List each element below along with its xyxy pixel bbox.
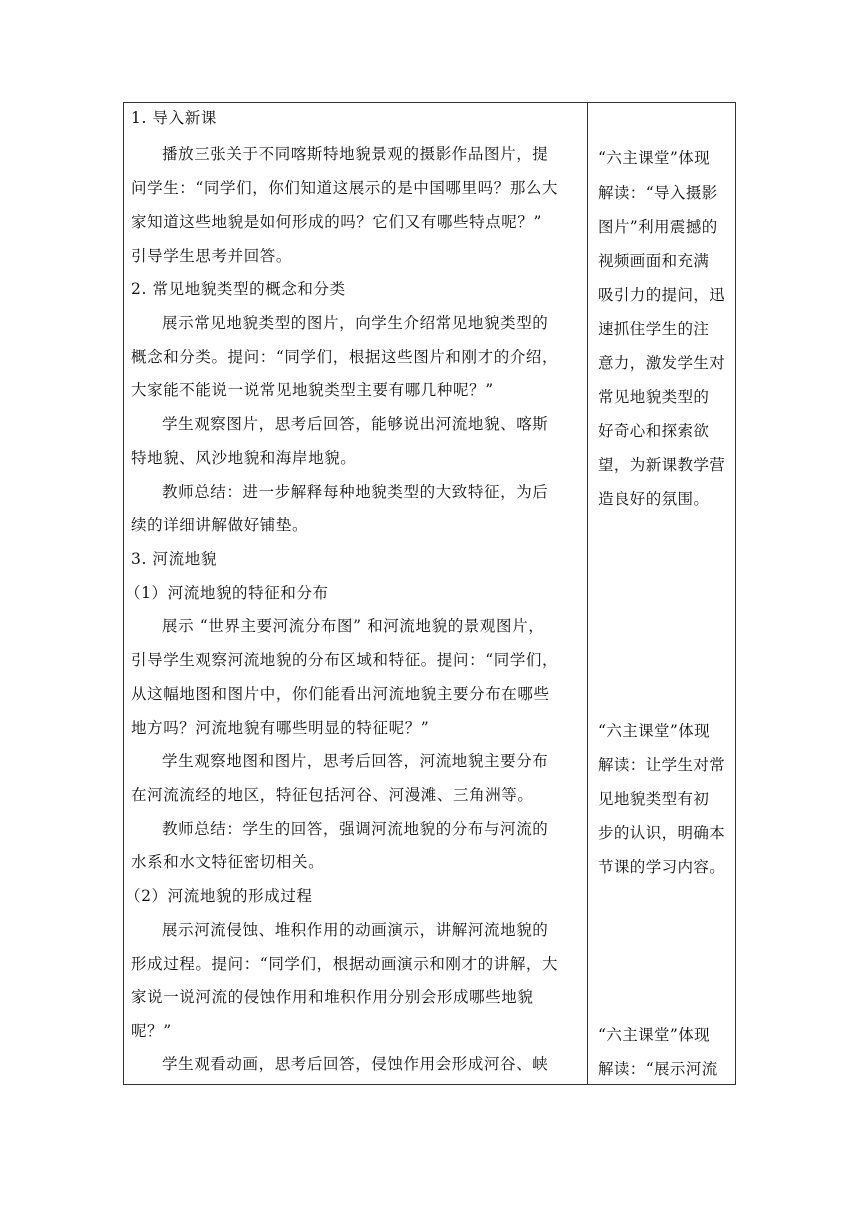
process-text-line: 大家能不能说一说常见地貌类型主要有哪几种呢？”: [131, 381, 494, 399]
process-text-line: 问学生：“同学们，你们知道这展示的是中国哪里吗？那么大: [131, 179, 559, 197]
process-text-line: 家知道这些地貌是如何形成的吗？它们又有哪些特点呢？”: [131, 213, 543, 231]
design-note-line: 造良好的氛围。: [598, 490, 710, 508]
process-text-line: 1. 导入新课: [131, 109, 217, 127]
process-text-line: 呢？”: [131, 1022, 172, 1040]
process-text-line: 在河流流经的地区，特征包括河谷、河漫滩、三角洲等。: [131, 786, 534, 804]
design-note-line: “六主课堂”体现: [598, 1026, 711, 1044]
process-text-line: 展示常见地貌类型的图片，向学生介绍常见地貌类型的: [162, 314, 549, 332]
process-text-line: 形成过程。提问：“同学们，根据动画演示和刚才的讲解，大: [131, 955, 559, 973]
process-text-line: 引导学生思考并回答。: [131, 247, 293, 265]
design-note-line: 解读：“展示河流: [598, 1060, 718, 1078]
process-text-line: 地方吗？河流地貌有哪些明显的特征呢？”: [131, 719, 430, 737]
process-text-line: 学生观察地图和图片，思考后回答，河流地貌主要分布: [162, 752, 549, 770]
design-note-line: “六主课堂”体现: [598, 149, 711, 167]
design-note-line: 解读：让学生对常: [598, 756, 726, 774]
design-note-line: 见地貌类型有初: [598, 790, 710, 808]
design-note-line: 视频画面和充满: [598, 252, 710, 270]
process-text-line: 概念和分类。提问：“同学们，根据这些图片和刚才的介绍，: [131, 348, 559, 366]
process-text-line: （2）河流地貌的形成过程: [125, 887, 313, 905]
design-note-line: 速抓住学生的注: [598, 320, 710, 338]
process-text-line: 家说一说河流的侵蚀作用和堆积作用分别会形成哪些地貌: [131, 988, 534, 1006]
process-text-line: 特地貌、风沙地貌和海岸地貌。: [131, 449, 357, 467]
design-note-line: 好奇心和探索欲: [598, 422, 710, 440]
process-text-line: 引导学生观察河流地貌的分布区域和特征。提问：“同学们，: [131, 651, 559, 669]
design-note-line: 解读：“导入摄影: [598, 184, 718, 202]
process-text-line: 水系和水文特征密切相关。: [131, 853, 325, 871]
process-text-line: 续的详细讲解做好铺垫。: [131, 516, 309, 534]
process-text-line: 教师总结：学生的回答，强调河流地貌的分布与河流的: [162, 820, 549, 838]
process-text-line: 学生观看动画，思考后回答，侵蚀作用会形成河谷、峡: [162, 1055, 549, 1073]
process-text-line: 2. 常见地貌类型的概念和分类: [131, 280, 346, 298]
process-text-line: 3. 河流地貌: [131, 550, 217, 568]
column-divider: [587, 102, 588, 1085]
process-text-line: 从这幅地图和图片中，你们能看出河流地貌主要分布在哪些: [131, 685, 550, 703]
process-text-line: 展示河流侵蚀、堆积作用的动画演示，讲解河流地貌的: [162, 921, 549, 939]
design-note-line: 望，为新课教学营: [598, 456, 726, 474]
process-text-line: 教师总结：进一步解释每种地貌类型的大致特征，为后: [162, 483, 549, 501]
design-note-line: 节课的学习内容。: [598, 858, 726, 876]
process-text-line: （1）河流地貌的特征和分布: [125, 584, 329, 602]
design-note-line: 常见地貌类型的: [598, 388, 710, 406]
process-text-line: 展示 “世界主要河流分布图” 和河流地貌的景观图片，: [162, 617, 545, 635]
process-text-line: 播放三张关于不同喀斯特地貌景观的摄影作品图片，提: [162, 145, 549, 163]
design-note-line: 步的认识，明确本: [598, 824, 726, 842]
process-text-line: 学生观察图片，思考后回答，能够说出河流地貌、喀斯: [162, 415, 549, 433]
design-note-line: 图片”利用震撼的: [598, 218, 718, 236]
design-note-line: “六主课堂”体现: [598, 722, 711, 740]
design-note-line: 意力，激发学生对: [598, 354, 726, 372]
design-note-line: 吸引力的提问，迅: [598, 286, 726, 304]
